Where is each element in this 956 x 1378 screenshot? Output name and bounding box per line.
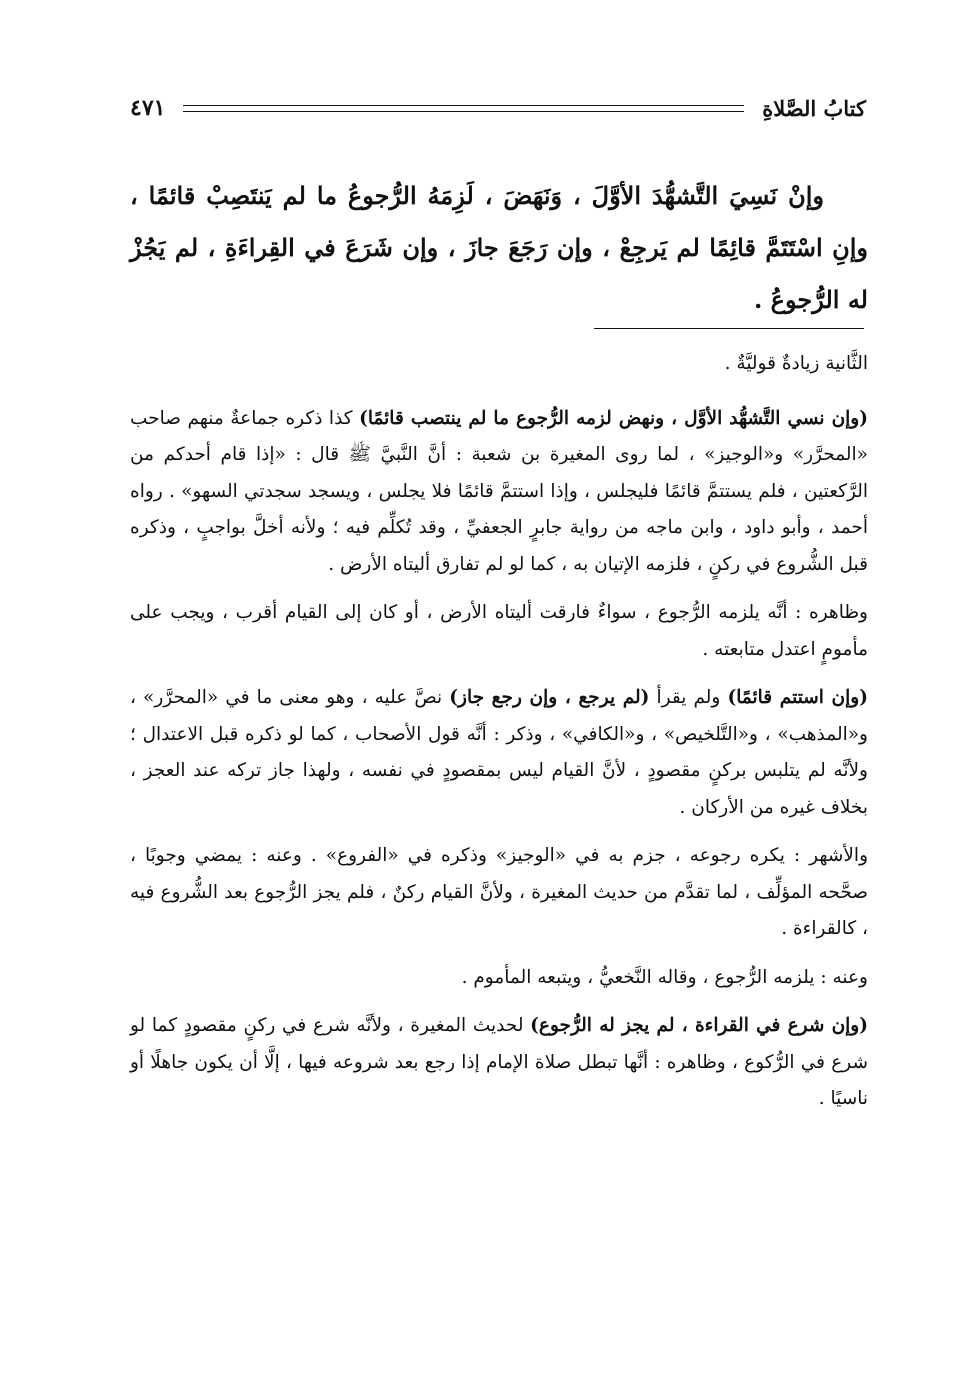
commentary-paragraph-6: وعنه : يلزمه الرُّجوع ، وقاله النَّخعيُّ ، ويتبعه المأموم .	[461, 966, 868, 988]
page-header	[130, 88, 866, 128]
book-title: كتابُ الصَّلاةِ	[762, 95, 866, 121]
quoted-matn: (وإن شرع في القراءة ، لم يجز له الرُّجوع)	[530, 1015, 868, 1036]
commentary-body	[130, 346, 868, 1130]
commentary-paragraph-5: والأشهر : يكره رجوعه ، جزم به في «الوجيز» وذكره في «الفروع» . وعنه : يمضي وجوبًا ، صحَّحه المؤلِّف ، لما تقدَّم من حديث المغيرة ، ولأنَّ القيام ركنٌ ، فلم يجز الرُّجوع بعد الشُّروع فيه ، كالقراءة .	[130, 845, 868, 939]
commentary-text: نصَّ عليه ، وهو معنى ما في «المحرَّر» ، و«المذهب» ، و«التَّلخيص» ، و«الكافي» ، وذكر : أنَّه قول الأصحاب ، كما لو ذكره قبل الاعتدال ؛ ولأنَّه لم يتلبس بركنٍ مقصودٍ ، لأنَّ القيام ليس بمقصودٍ في نفسه ، ولهذا جاز تركه عند العجز ، بخلاف غيره من الأركان .	[130, 687, 868, 818]
commentary-text: ولم يقرأ	[649, 687, 728, 708]
page-number: ٤٧١	[130, 95, 166, 121]
commentary-paragraph-3: وظاهره : أنَّه يلزمه الرُّجوع ، سواءٌ فارقت أليتاه الأرض ، أو كان إلى القيام أقرب ، ويجب على مأمومٍ اعتدل متابعته .	[130, 602, 868, 660]
quoted-matn: (وإن استتم قائمًا)	[727, 687, 868, 708]
footnote-separator	[594, 328, 864, 329]
commentary-text: كذا ذكره جماعةٌ منهم صاحب «المحرَّر» و«الوجيز» ، لما روى المغيرة بن شعبة : أنَّ النَّبيَّ ﷺ قال : «إذا قام أحدكم من الرَّكعتين ، فلم يستتمَّ قائمًا فليجلس ، وإذا استتمَّ قائمًا فلا يجلس ، ويسجد سجدتي السهو» . رواه أحمد ، وأبو داود ، وابن ماجه من رواية جابرٍ الجعفيِّ ، وقد تُكلِّم فيه ؛ ولأنه أخلَّ بواجبٍ ، وذكره قبل الشُّروع في ركنٍ ، فلزمه الإتيان به ، كما لو لم تفارق أليتاه الأرض .	[130, 407, 868, 575]
quoted-matn: (لم يرجع ، وإن رجع جاز)	[449, 687, 650, 708]
commentary-paragraph-2	[130, 401, 868, 584]
quoted-matn: (وإن نسي التَّشهُّد الأوَّل ، ونهض لزمه الرُّجوع ما لم ينتصب قائمًا)	[359, 407, 868, 429]
commentary-paragraph-1: الثَّانية زيادةٌ قوليَّةٌ .	[724, 353, 868, 374]
commentary-paragraph-4	[130, 680, 868, 826]
commentary-paragraph-7	[130, 1008, 868, 1118]
commentary-text: لحديث المغيرة ، ولأنَّه شرع في ركنٍ مقصودٍ كما لو شرع في الرُّكوع ، وظاهره : أنَّها تبطل صلاة الإمام إذا رجع بعد شروعه فيها ، إلَّا أن يكون جاهلًا أو ناسيًا .	[130, 1015, 868, 1109]
header-rule	[183, 105, 744, 112]
matn-text: وإنْ نَسِيَ التَّشهُّدَ الأوَّلَ ، وَنَهَضَ ، لَزِمَهُ الرُّجوعُ ما لم يَنتَصِبْ قائمًا ، وإنِ اسْتَتَمَّ قائِمًا لم يَرجِعْ ، وإن رَجَعَ جازَ ، وإن شَرَعَ في القِراءَةِ ، لم يَجُزْ له الرُّجوعُ .	[130, 181, 868, 314]
